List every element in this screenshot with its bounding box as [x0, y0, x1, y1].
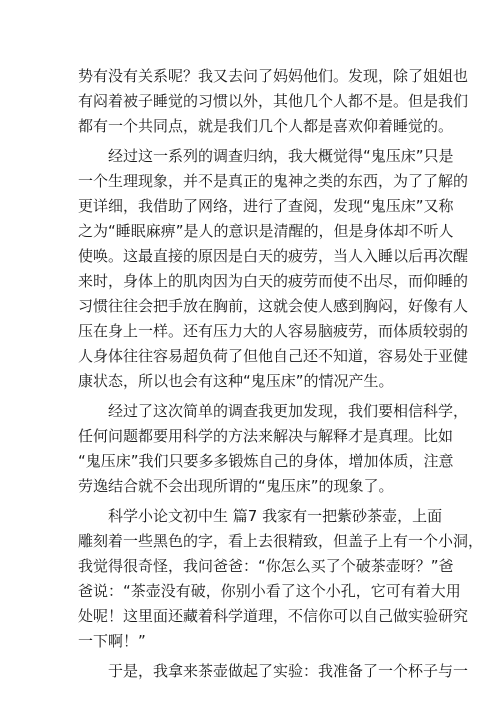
text-line: 爸说：“茶壶没有破，你别小看了这个小孔，它可有着大用 — [78, 582, 461, 600]
text-line: 我觉得很奇怪，我问爸爸：“你怎么买了个破茶壶呀？”爸 — [78, 557, 454, 575]
text-line: 一个生理现象，并不是真正的鬼神之类的东西，为了了解的 — [78, 172, 469, 190]
text-line: 雕刻着一些黑色的字，看上去很精致，但盖子上有一个小洞， — [78, 532, 484, 550]
text-line: “鬼压床”我们只要多多锻炼自己的身体，增加体质，注意 — [78, 452, 454, 470]
paragraph — [78, 144, 469, 394]
text-line: 习惯往往会把手放在胸前，这就会使人感到胸闷，好像有人 — [78, 297, 469, 315]
text-line: 任何问题都要用科学的方法来解决与解释才是真理。比如 — [78, 427, 454, 445]
text-line: 经过了这次简单的调查我更加发现，我们要相信科学， — [108, 402, 469, 420]
text-line: 一下啊！” — [78, 632, 146, 650]
text-line: 都有一个共同点，就是我们几个人都是喜欢仰着睡觉的。 — [78, 117, 454, 135]
text-line: 于是，我拿来茶壶做起了实验：我准备了一个杯子与一 — [108, 662, 469, 680]
paragraph — [78, 659, 469, 684]
paragraph — [78, 64, 469, 139]
text-line: 来时，身体上的肌肉因为白天的疲劳而使不出尽，而仰睡的 — [78, 272, 469, 290]
text-line: 经过这一系列的调查归纳，我大概觉得“鬼压床”只是 — [108, 147, 454, 165]
paragraph — [78, 399, 469, 499]
text-line: 康状态，所以也会有这种“鬼压床”的情况产生。 — [78, 372, 394, 390]
text-line: 更详细，我借助了网络，进行了查阅，发现“鬼压床”又称 — [78, 197, 454, 215]
text-line: 处呢！这里面还藏着科学道理，不信你可以自己做实验研究 — [78, 607, 469, 625]
text-line: 压在身上一样。还有压力大的人容易脑疲劳，而体质较弱的 — [78, 322, 469, 340]
text-line: 之为“睡眠麻痹”是人的意识是清醒的，但是身体却不听人 — [78, 222, 454, 240]
text-line: 人身体往往容易超负荷了但他自己还不知道，容易处于亚健 — [78, 347, 469, 365]
text-line: 有闷着被子睡觉的习惯以外，其他几个人都不是。但是我们 — [78, 92, 469, 110]
paragraph — [78, 504, 484, 654]
text-line: 劳逸结合就不会出现所谓的“鬼压床”的现象了。 — [78, 477, 394, 495]
article-body — [78, 64, 484, 684]
text-line: 使唤。这最直接的原因是白天的疲劳，当人入睡以后再次醒 — [78, 247, 469, 265]
text-line: 科学小论文初中生 篇7 我家有一把紫砂茶壶，上面 — [108, 507, 443, 525]
text-line: 势有没有关系呢？我又去问了妈妈他们。发现，除了姐姐也 — [78, 67, 469, 85]
